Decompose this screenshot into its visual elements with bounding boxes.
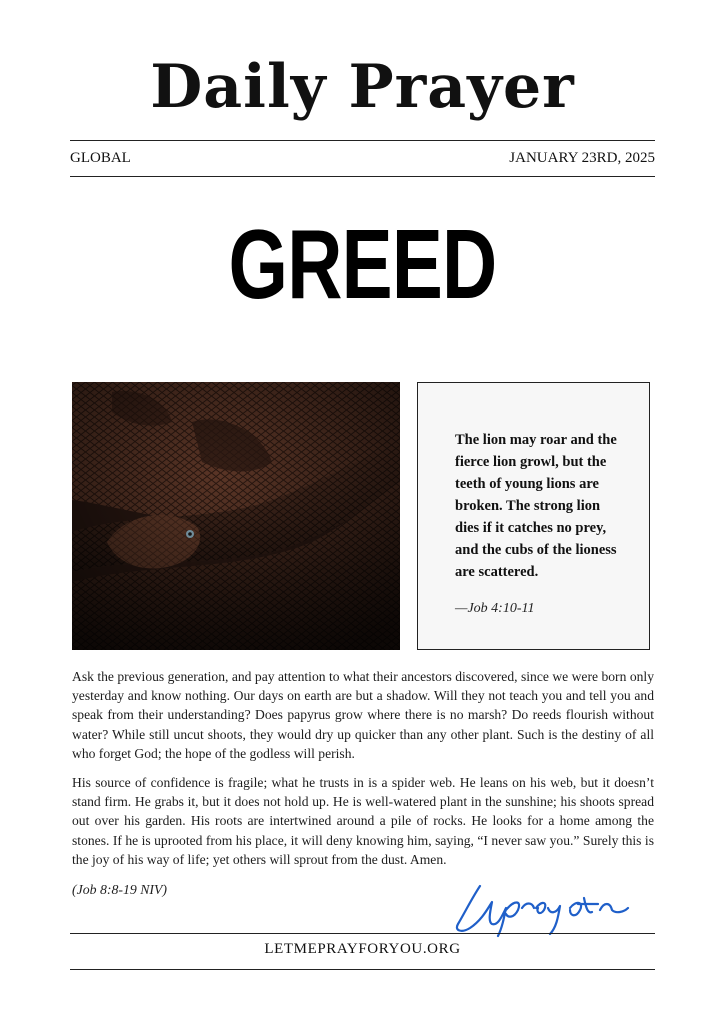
footer-rule-top xyxy=(70,933,655,934)
scripture-quote-reference: —Job 4:10-11 xyxy=(455,601,535,616)
masthead-title: Daily Prayer xyxy=(150,52,575,122)
edition-region: GLOBAL xyxy=(70,150,131,166)
edition-bar xyxy=(70,150,655,167)
edition-date: JANUARY 23RD, 2025 xyxy=(509,150,655,166)
body-paragraph-2: His source of confidence is fragile; what he trusts in is a spider web. He leans on his web, but it doesn’t stand firm. He grabs it, but it does not hold up. He is well-watered plant in the sunshine; his shoots spread out over his garden. His roots are intertwined around a pile of rocks. He looks for a home among the stones. If he is uprooted from his place, it will deny knowing him, saying, “I never saw you.” Surely this is the joy of his way of life; yet others will sprout from the dust. Amen. xyxy=(72,775,654,867)
signature-graphic xyxy=(452,878,632,940)
masthead-rule-bottom xyxy=(70,176,655,177)
footer-website[interactable]: LETMEPRAYFORYOU.ORG xyxy=(264,941,461,957)
body-paragraph-1: Ask the previous generation, and pay attention to what their ancestors discovered, since we were born only yesterday and know nothing. Our days on earth are but a shadow. Will they not teach you and tell you and speak from their understanding? Does papyrus grow where there is no marsh? Do reeds flourish without water? While still uncut shoots, they would dry up quicker than any other plant. Such is the destiny of all who forget God; the hope of the godless will perish. xyxy=(72,669,654,761)
snake-illustration xyxy=(72,382,400,650)
signature xyxy=(452,878,632,944)
scripture-quote-text: The lion may roar and the fierce lion growl, but the teeth of young lions are broken. The strong lion dies if it catches no prey, and the cubs of the lioness are scattered. xyxy=(455,432,617,580)
scripture-quote-box xyxy=(417,382,650,650)
snake-photo xyxy=(72,382,400,650)
headline: GREED xyxy=(228,209,497,319)
masthead-rule-top xyxy=(70,140,655,141)
body-citation: (Job 8:8-19 NIV) xyxy=(72,882,168,897)
footer-rule-bottom xyxy=(70,969,655,970)
